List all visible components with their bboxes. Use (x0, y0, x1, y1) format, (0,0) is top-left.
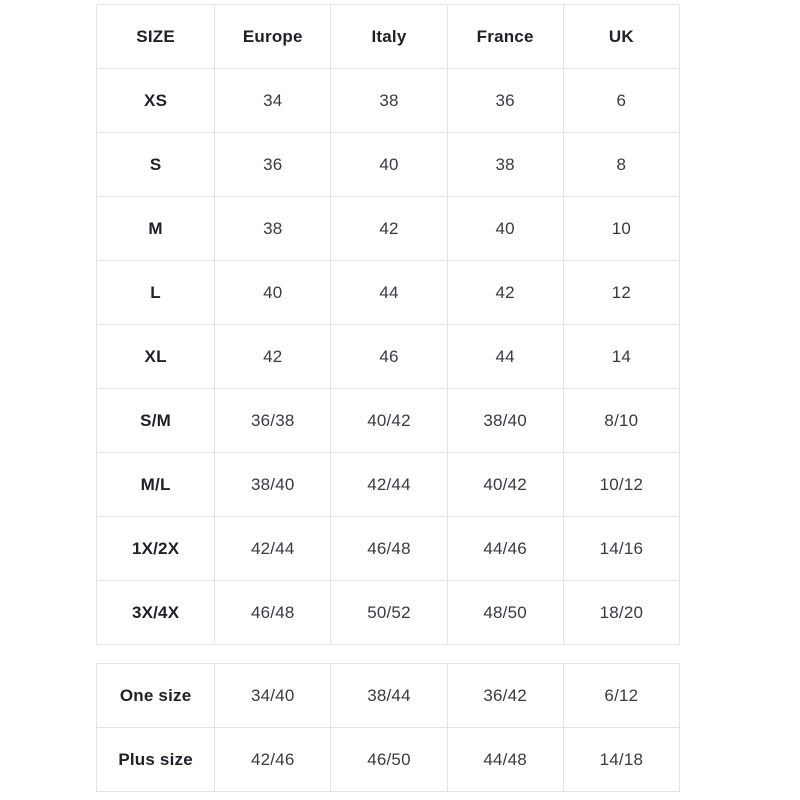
row-label: XS (97, 69, 215, 133)
one-size-table (96, 663, 680, 792)
cell-uk: 8 (563, 133, 679, 197)
cell-italy: 42 (331, 197, 447, 261)
table-row (97, 389, 680, 453)
row-label: S (97, 133, 215, 197)
table-body (97, 69, 680, 645)
cell-uk: 14/16 (563, 517, 679, 581)
table-row (97, 261, 680, 325)
cell-france: 44/46 (447, 517, 563, 581)
cell-italy: 38 (331, 69, 447, 133)
row-label: L (97, 261, 215, 325)
cell-france: 48/50 (447, 581, 563, 645)
cell-france: 38/40 (447, 389, 563, 453)
cell-italy: 46/48 (331, 517, 447, 581)
column-header-italy: Italy (331, 5, 447, 69)
table-row (97, 69, 680, 133)
cell-france: 44/48 (447, 728, 563, 792)
cell-france: 40/42 (447, 453, 563, 517)
cell-europe: 42/44 (215, 517, 331, 581)
cell-europe: 38 (215, 197, 331, 261)
table-row (97, 133, 680, 197)
column-header-size: SIZE (97, 5, 215, 69)
table-row (97, 325, 680, 389)
column-header-france: France (447, 5, 563, 69)
row-label: M/L (97, 453, 215, 517)
row-label: M (97, 197, 215, 261)
row-label: One size (97, 664, 215, 728)
table-row (97, 664, 680, 728)
cell-uk: 10/12 (563, 453, 679, 517)
cell-europe: 34 (215, 69, 331, 133)
table-row (97, 581, 680, 645)
cell-france: 36 (447, 69, 563, 133)
table-row (97, 197, 680, 261)
cell-europe: 36/38 (215, 389, 331, 453)
size-conversion-table-container (96, 4, 680, 645)
cell-uk: 18/20 (563, 581, 679, 645)
row-label: S/M (97, 389, 215, 453)
cell-uk: 10 (563, 197, 679, 261)
cell-france: 40 (447, 197, 563, 261)
cell-uk: 8/10 (563, 389, 679, 453)
size-conversion-table (96, 4, 680, 645)
cell-france: 38 (447, 133, 563, 197)
cell-italy: 42/44 (331, 453, 447, 517)
table-row (97, 728, 680, 792)
cell-europe: 46/48 (215, 581, 331, 645)
cell-europe: 42/46 (215, 728, 331, 792)
cell-france: 36/42 (447, 664, 563, 728)
cell-europe: 38/40 (215, 453, 331, 517)
cell-uk: 6/12 (563, 664, 679, 728)
table-header-row (97, 5, 680, 69)
cell-europe: 36 (215, 133, 331, 197)
cell-italy: 46 (331, 325, 447, 389)
row-label: XL (97, 325, 215, 389)
cell-europe: 42 (215, 325, 331, 389)
cell-italy: 46/50 (331, 728, 447, 792)
cell-uk: 14 (563, 325, 679, 389)
cell-uk: 14/18 (563, 728, 679, 792)
cell-europe: 40 (215, 261, 331, 325)
cell-france: 42 (447, 261, 563, 325)
table-header (97, 5, 680, 69)
row-label: Plus size (97, 728, 215, 792)
one-size-table-container (96, 663, 680, 792)
cell-italy: 40 (331, 133, 447, 197)
cell-italy: 50/52 (331, 581, 447, 645)
cell-europe: 34/40 (215, 664, 331, 728)
cell-italy: 40/42 (331, 389, 447, 453)
row-label: 3X/4X (97, 581, 215, 645)
cell-italy: 44 (331, 261, 447, 325)
row-label: 1X/2X (97, 517, 215, 581)
cell-uk: 12 (563, 261, 679, 325)
cell-france: 44 (447, 325, 563, 389)
cell-italy: 38/44 (331, 664, 447, 728)
table-body (97, 664, 680, 792)
cell-uk: 6 (563, 69, 679, 133)
column-header-europe: Europe (215, 5, 331, 69)
column-header-uk: UK (563, 5, 679, 69)
table-row (97, 517, 680, 581)
table-row (97, 453, 680, 517)
